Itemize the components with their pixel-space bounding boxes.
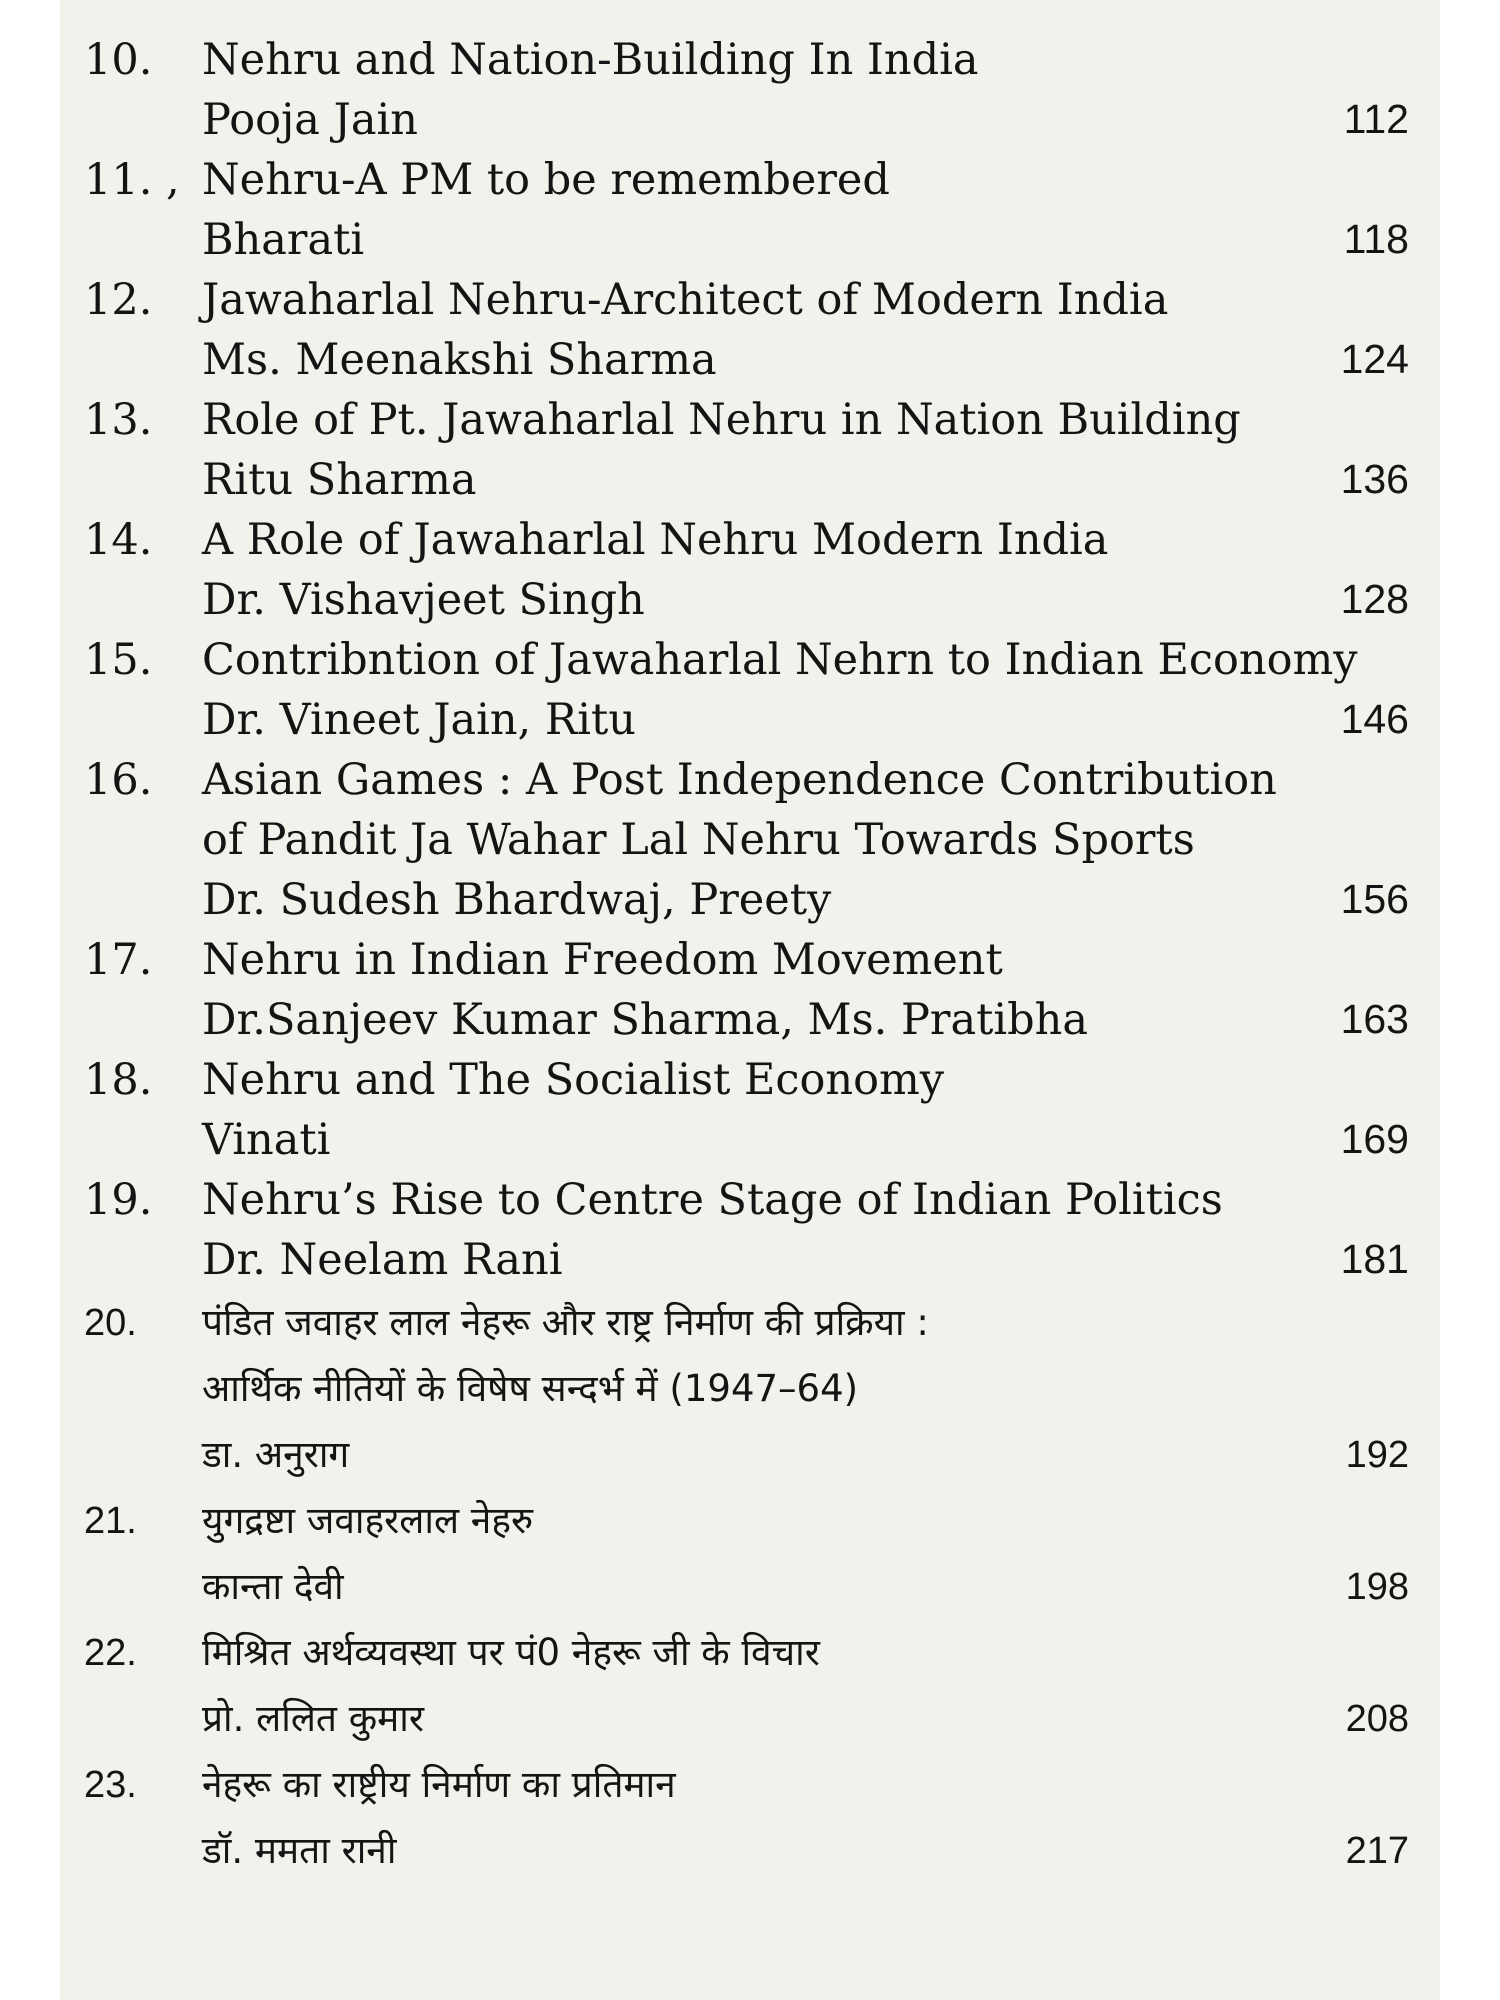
entry-author-row	[202, 90, 1409, 150]
entry-number: 23.	[84, 1764, 137, 1806]
entry-title: Jawaharlal Nehru-Architect of Modern India	[202, 275, 1169, 325]
entry-page-number: 156	[1340, 876, 1409, 922]
toc-entry	[84, 270, 1409, 390]
entry-page-number: 124	[1340, 336, 1409, 382]
entry-page-number: 112	[1343, 96, 1409, 142]
toc-entry	[84, 930, 1409, 1050]
entry-author: Dr. Vishavjeet Singh	[202, 575, 645, 625]
entry-title: Nehru and Nation-Building In India	[202, 35, 979, 85]
entry-page-number: 163	[1340, 996, 1409, 1042]
entry-title: Nehru’s Rise to Centre Stage of Indian Politics	[202, 1175, 1223, 1225]
entry-author: Vinati	[202, 1115, 331, 1165]
entry-author-row	[202, 450, 1409, 510]
entry-author: Dr. Vineet Jain, Ritu	[202, 695, 636, 745]
toc-entry	[84, 150, 1409, 270]
toc-entry	[84, 1752, 1409, 1884]
entry-author-row	[202, 990, 1409, 1050]
entry-page-number: 118	[1343, 216, 1409, 262]
toc-entry	[84, 510, 1409, 630]
entry-title: मिश्रित अर्थव्यवस्था पर पं0 नेहरू जी के विचार	[202, 1631, 820, 1674]
toc-entry	[84, 1620, 1409, 1752]
entry-page-number: 217	[1345, 1830, 1409, 1872]
toc-entry	[84, 1290, 1409, 1488]
entry-number: 22.	[84, 1632, 137, 1674]
toc-entry	[84, 1488, 1409, 1620]
toc-entry	[84, 30, 1409, 150]
toc-entry	[84, 1170, 1409, 1290]
entry-title: नेहरू का राष्ट्रीय निर्माण का प्रतिमान	[202, 1763, 676, 1806]
entry-author-row	[202, 1422, 1409, 1488]
toc-entry	[84, 750, 1409, 930]
entry-author: डा. अनुराग	[202, 1433, 350, 1476]
entry-author-row	[202, 1554, 1409, 1620]
entry-author: Pooja Jain	[202, 95, 418, 145]
entry-author-row	[202, 210, 1409, 270]
entry-author: Ms. Meenakshi Sharma	[202, 335, 717, 385]
entry-page-number: 136	[1340, 456, 1409, 502]
entry-author: Bharati	[202, 215, 365, 265]
entry-page-number: 181	[1340, 1236, 1409, 1282]
entry-number: 21.	[84, 1500, 137, 1542]
entry-title: Nehru-A PM to be remembered	[202, 155, 890, 205]
entry-author: प्रो. ललित कुमार	[202, 1697, 425, 1740]
entry-title: Asian Games : A Post Independence Contribution	[202, 755, 1277, 805]
toc-entry	[84, 390, 1409, 510]
book-page	[60, 0, 1440, 2000]
entry-number: 11. ,	[84, 155, 180, 205]
entry-author: Dr. Sudesh Bhardwaj, Preety	[202, 875, 832, 925]
entry-page-number: 146	[1340, 696, 1409, 742]
entry-number: 15.	[84, 635, 153, 685]
entry-author-row	[202, 570, 1409, 630]
entry-author-row	[202, 330, 1409, 390]
entry-title: A Role of Jawaharlal Nehru Modern India	[202, 515, 1109, 565]
entry-number: 20.	[84, 1302, 137, 1344]
entry-page-number: 169	[1340, 1116, 1409, 1162]
entry-author: डॉ. ममता रानी	[202, 1829, 397, 1872]
entry-title: पंडित जवाहर लाल नेहरू और राष्ट्र निर्माण की प्रक्रिया :	[202, 1301, 929, 1344]
toc-entry	[84, 630, 1409, 750]
entry-page-number: 128	[1340, 576, 1409, 622]
entry-author-row	[202, 1818, 1409, 1884]
entry-number: 19.	[84, 1175, 153, 1225]
entry-author: Ritu Sharma	[202, 455, 477, 505]
entry-author: कान्ता देवी	[202, 1565, 344, 1608]
entry-author-row	[202, 690, 1409, 750]
entry-title: Role of Pt. Jawaharlal Nehru in Nation Building	[202, 395, 1241, 445]
entry-page-number: 208	[1345, 1698, 1409, 1740]
entry-number: 17.	[84, 935, 153, 985]
entry-title: युगद्रष्टा जवाहरलाल नेहरु	[202, 1499, 534, 1542]
entry-author: Dr. Neelam Rani	[202, 1235, 563, 1285]
entry-number: 14.	[84, 515, 153, 565]
entry-author: Dr.Sanjeev Kumar Sharma, Ms. Pratibha	[202, 995, 1088, 1045]
entry-author-row	[202, 870, 1409, 930]
entry-author-row	[202, 1230, 1409, 1290]
entry-number: 10.	[84, 35, 153, 85]
entry-page-number: 192	[1345, 1434, 1409, 1476]
entry-page-number: 198	[1345, 1566, 1409, 1608]
entry-title-continued: आर्थिक नीतियों के विषेष सन्दर्भ में (1947–64)	[202, 1367, 859, 1410]
entry-number: 13.	[84, 395, 153, 445]
entry-title-continued: of Pandit Ja Wahar Lal Nehru Towards Sports	[202, 815, 1195, 865]
toc-entry	[84, 1050, 1409, 1170]
entry-number: 12.	[84, 275, 153, 325]
entry-author-row	[202, 1110, 1409, 1170]
entry-title: Nehru and The Socialist Economy	[202, 1055, 945, 1105]
entry-title: Nehru in Indian Freedom Movement	[202, 935, 1003, 985]
entry-author-row	[202, 1686, 1409, 1752]
entry-title: Contribntion of Jawaharlal Nehrn to Indian Economy	[202, 635, 1358, 685]
entry-number: 16.	[84, 755, 153, 805]
entry-number: 18.	[84, 1055, 153, 1105]
table-of-contents	[84, 30, 1409, 1884]
